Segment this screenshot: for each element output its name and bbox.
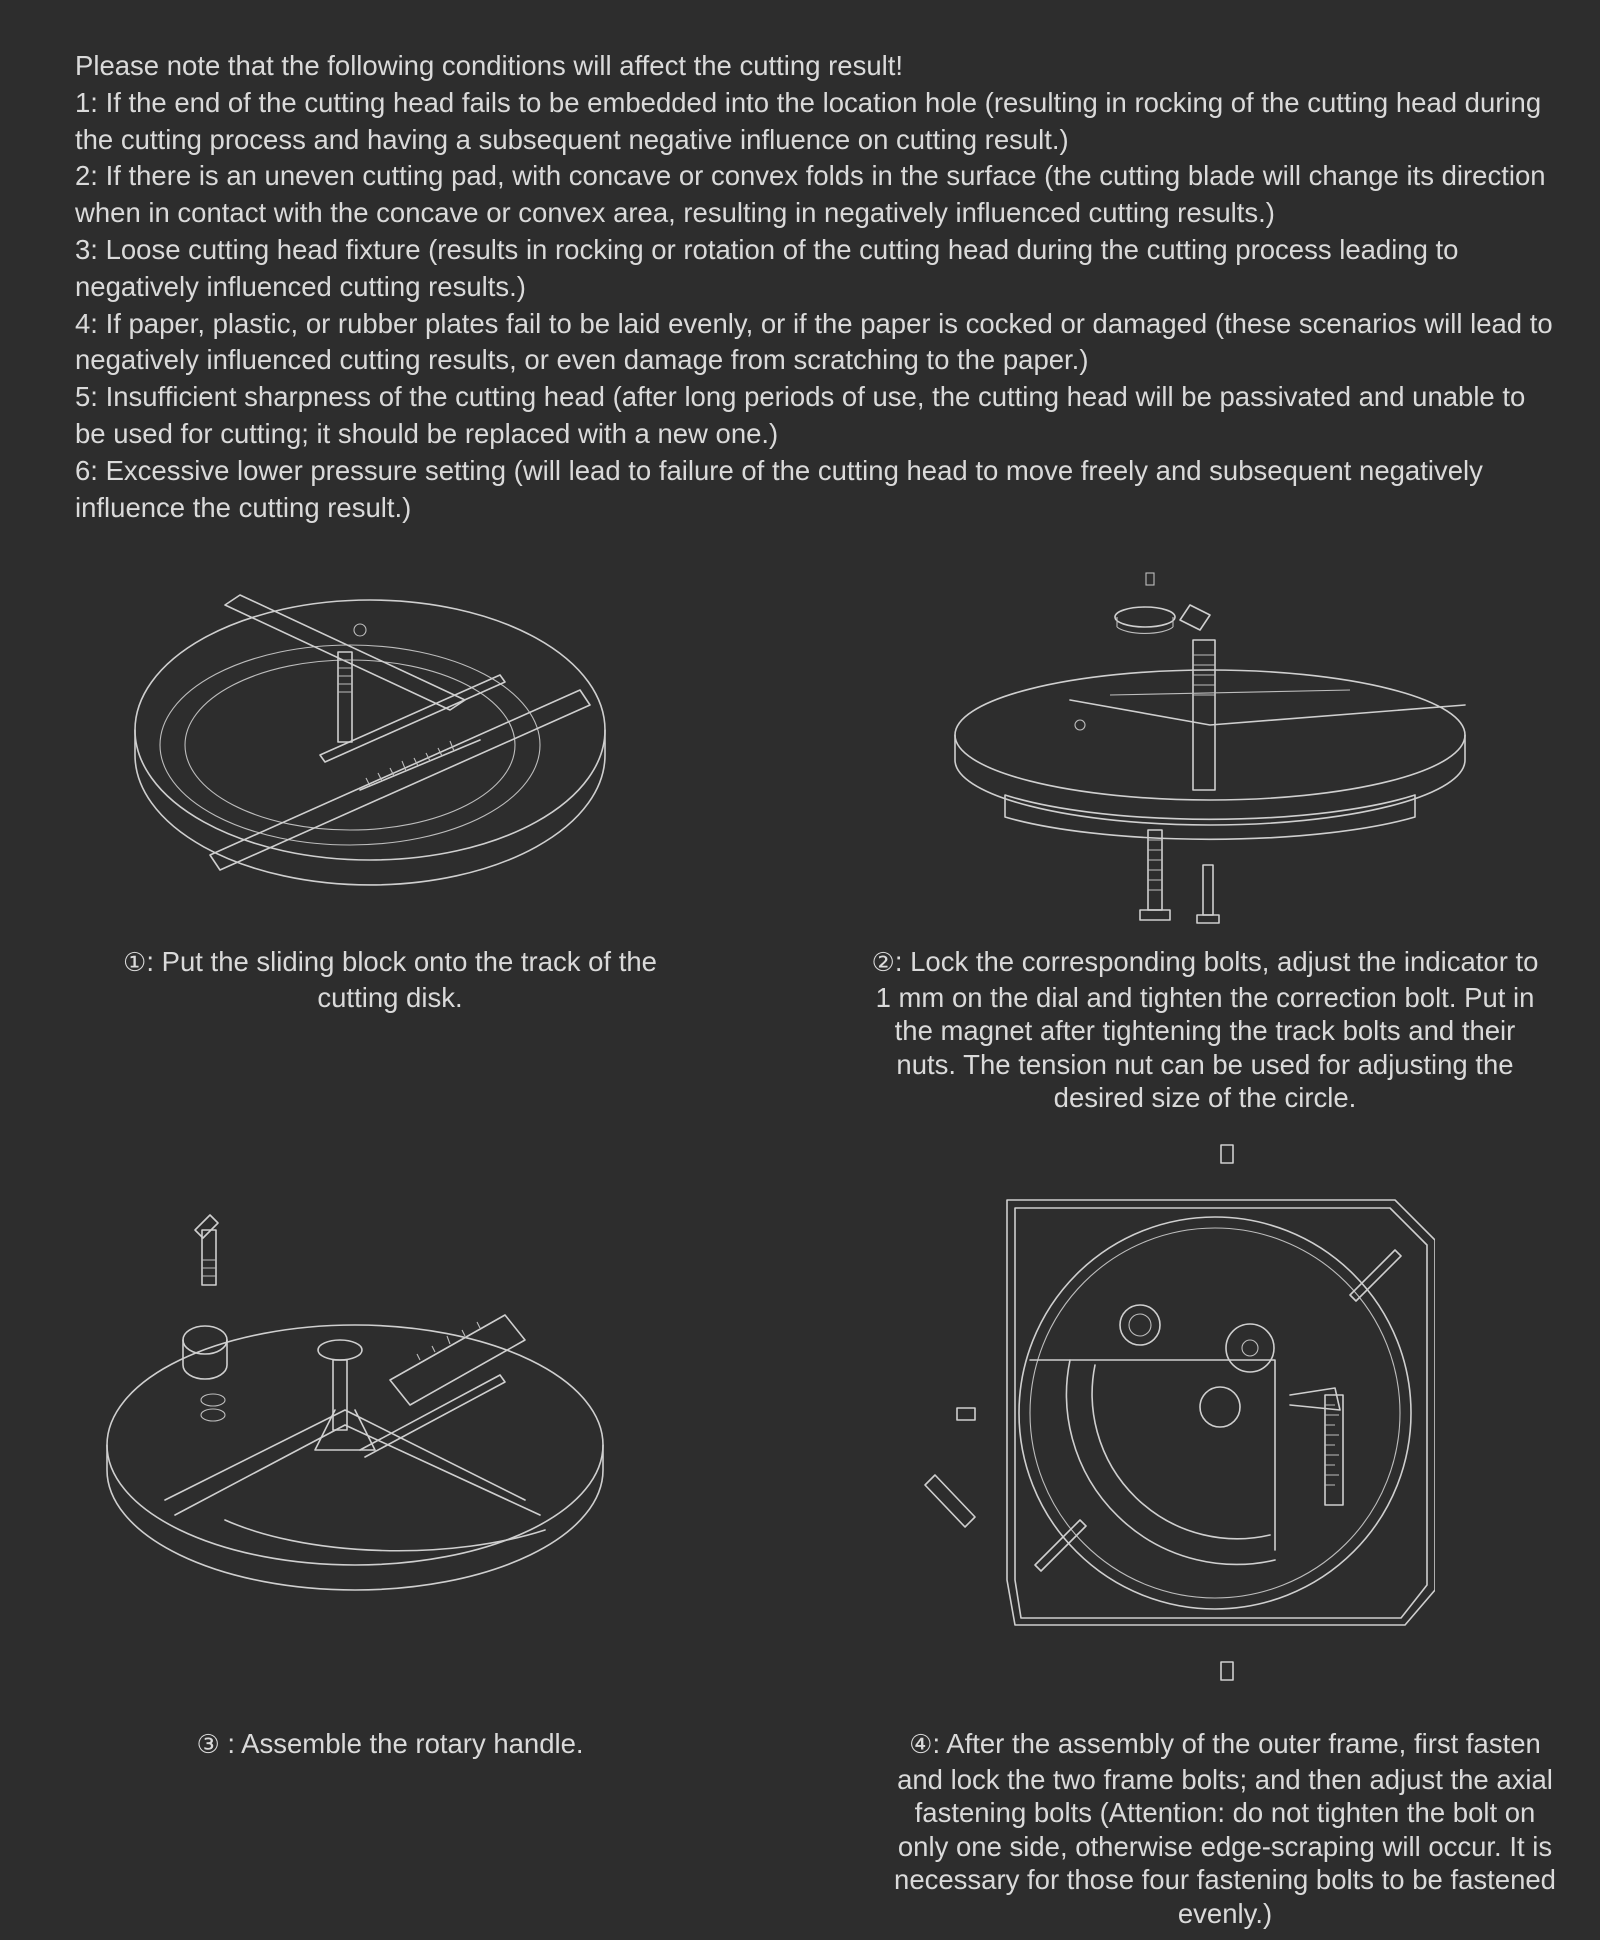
step-1-text: : Put the sliding block onto the track of the cutting disk. [146, 946, 657, 1013]
step-1-marker: ① [123, 948, 147, 978]
notes-intro: Please note that the following conditions will affect the cutting result! [75, 50, 904, 81]
step-1-caption [110, 945, 670, 1014]
outer-frame-top-view-illustration [915, 1140, 1435, 1700]
rotary-handle-assembly-illustration [105, 1200, 615, 1620]
note-item-6: 6: Excessive lower pressure setting (will lead to failure of the cutting head to move freely and subsequent negatively influence the cutting result.) [75, 454, 1483, 523]
note-item-2: 2: If there is an uneven cutting pad, with concave or convex folds in the surface (the cutting blade will change its direction when in contact with the concave or convex area, resulting in negatively influenced cutting results.) [75, 160, 1546, 229]
note-item-3: 3: Loose cutting head fixture (results in rocking or rotation of the cutting head during the cutting process leading to negatively influenced cutting results.) [75, 233, 1459, 302]
step-2-caption [870, 945, 1540, 1115]
step-4-text: : After the assembly of the outer frame, first fasten and lock the two frame bolts; and then adjust the axial fastening bolts (Attention: do not tighten the bolt on only one side, otherwise edge-scraping will occur. It is necessary for those four fastening bolts to be fastened evenly.) [894, 1728, 1556, 1929]
cutting-disk-sliding-block-illustration [120, 580, 620, 890]
step-2-marker: ② [871, 948, 895, 978]
note-item-1: 1: If the end of the cutting head fails to be embedded into the location hole (resulting in rocking of the cutting head during the cutting process and having a subsequent negative influence on cutting result.) [75, 86, 1542, 155]
note-item-5: 5: Insufficient sharpness of the cutting head (after long periods of use, the cutting head will be passivated and unable to be used for cutting; it should be replaced with a new one.) [75, 381, 1526, 449]
cutting-disk-bolts-exploded-illustration [950, 565, 1470, 935]
conditions-notes [75, 48, 1555, 526]
step-3-marker: ③ [196, 1730, 220, 1760]
step-2-text: : Lock the corresponding bolts, adjust the indicator to 1 mm on the dial and tighten the correction bolt. Put in the magnet after tightening the track bolts and their nuts. The tension nut can be used for adjusting the desired size of the circle. [875, 946, 1539, 1113]
note-item-4: 4: If paper, plastic, or rubber plates fail to be laid evenly, or if the paper is cocked or damaged (these scenarios will lead to negatively influenced cutting results, or even damage from scratching to the paper.) [75, 307, 1553, 376]
step-3-text: : Assemble the rotary handle. [219, 1728, 584, 1759]
step-4-marker: ④ [909, 1730, 933, 1760]
step-3-caption [110, 1727, 670, 1763]
step-4-caption [890, 1727, 1560, 1930]
